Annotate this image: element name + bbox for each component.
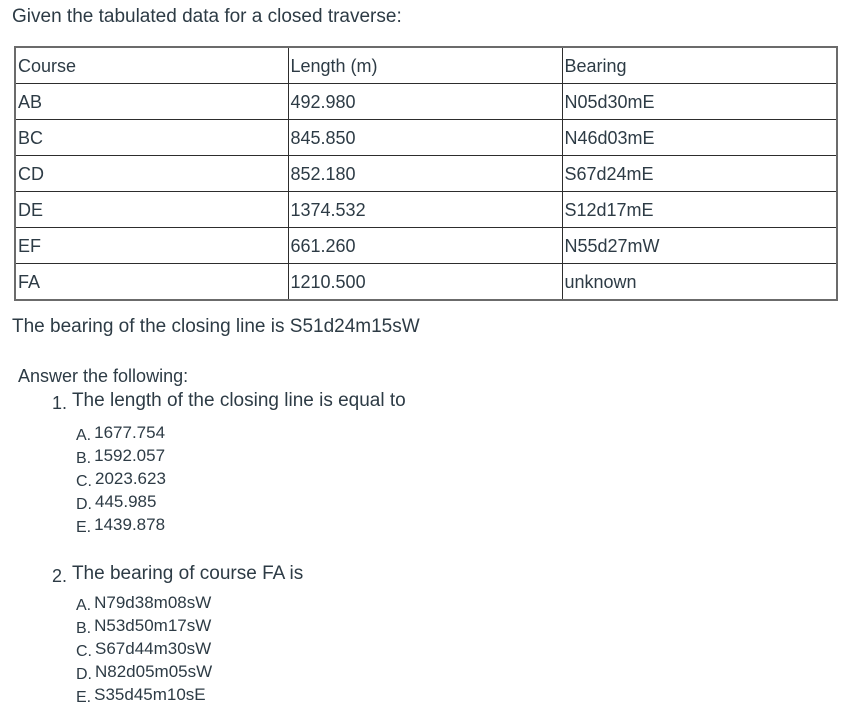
question-number: 2.	[52, 566, 68, 586]
length-cell: 492.980	[288, 84, 562, 120]
answer-option	[76, 683, 212, 706]
option-letter: E.	[76, 519, 92, 536]
course-cell: FA	[15, 264, 288, 301]
bearing-cell: N05d30mE	[562, 84, 837, 120]
answer-option	[76, 444, 166, 467]
option-text: S67d44m30sW	[95, 639, 212, 658]
length-cell: 852.180	[288, 156, 562, 192]
option-letter: B.	[76, 620, 92, 637]
question-1	[52, 389, 406, 415]
option-letter: E.	[76, 689, 92, 706]
option-text: 2023.623	[95, 469, 166, 488]
option-text: N79d38m08sW	[94, 593, 212, 612]
header-course: Course	[15, 47, 288, 84]
option-letter: A.	[76, 597, 92, 614]
length-cell: 1374.532	[288, 192, 562, 228]
course-cell: EF	[15, 228, 288, 264]
table-header-row	[15, 47, 837, 84]
course-cell: AB	[15, 84, 288, 120]
table-row	[15, 120, 837, 156]
table-row	[15, 84, 837, 120]
header-bearing: Bearing	[562, 47, 837, 84]
question-1-options	[76, 421, 166, 536]
answer-option	[76, 490, 166, 513]
answer-option	[76, 637, 212, 660]
bearing-cell: S67d24mE	[562, 156, 837, 192]
option-letter: C.	[76, 473, 92, 490]
option-letter: A.	[76, 427, 92, 444]
table-row	[15, 156, 837, 192]
option-letter: B.	[76, 450, 92, 467]
answer-option	[76, 660, 212, 683]
length-cell: 1210.500	[288, 264, 562, 301]
answer-option	[76, 467, 166, 490]
intro-text: Given the tabulated data for a closed traverse:	[12, 6, 402, 27]
question-number: 1.	[52, 393, 68, 413]
course-cell: BC	[15, 120, 288, 156]
table-row	[15, 264, 837, 301]
answer-option	[76, 614, 212, 637]
option-text: N53d50m17sW	[94, 616, 212, 635]
course-cell: CD	[15, 156, 288, 192]
course-cell: DE	[15, 192, 288, 228]
answer-option	[76, 591, 212, 614]
bearing-cell: S12d17mE	[562, 192, 837, 228]
answer-option	[76, 421, 166, 444]
table-row	[15, 228, 837, 264]
option-text: 1677.754	[94, 423, 166, 442]
bearing-cell: N46d03mE	[562, 120, 837, 156]
question-text: The length of the closing line is equal to	[71, 390, 406, 411]
answer-option	[76, 513, 166, 536]
option-text: N82d05m05sW	[95, 662, 213, 681]
table-row	[15, 192, 837, 228]
question-2-options	[76, 591, 212, 706]
closing-line-text: The bearing of the closing line is S51d24m15sW	[12, 316, 420, 337]
option-text: 445.985	[95, 492, 157, 511]
answer-heading: Answer the following:	[18, 366, 189, 386]
header-length: Length (m)	[288, 47, 562, 84]
option-text: 1439.878	[94, 515, 166, 534]
option-letter: D.	[76, 666, 92, 683]
option-text: S35d45m10sE	[94, 685, 206, 704]
option-letter: C.	[76, 643, 92, 660]
traverse-table	[14, 46, 838, 301]
length-cell: 661.260	[288, 228, 562, 264]
bearing-cell: unknown	[562, 264, 837, 301]
option-text: 1592.057	[94, 446, 166, 465]
option-letter: D.	[76, 496, 92, 513]
length-cell: 845.850	[288, 120, 562, 156]
bearing-cell: N55d27mW	[562, 228, 837, 264]
question-2	[52, 562, 303, 588]
question-text: The bearing of course FA is	[71, 563, 304, 584]
